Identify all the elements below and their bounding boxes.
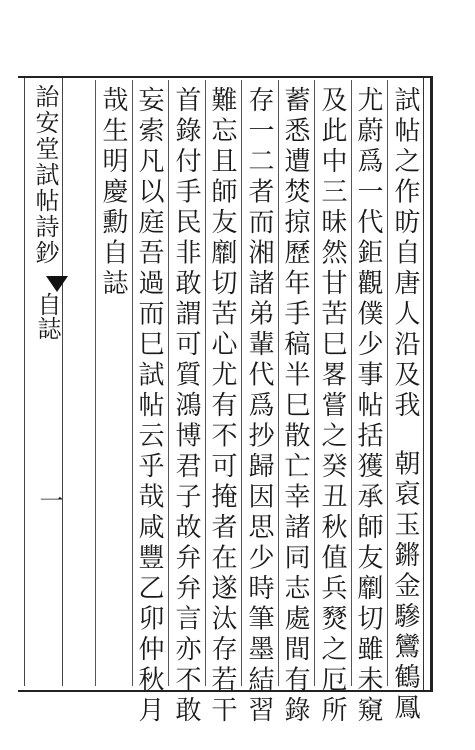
- column-text: 試帖之作昉自唐人沿及我: [390, 86, 420, 422]
- text-column-2: 尤蔚爲一代鉅觀僕少事帖括獲承師友劘切雖未窺: [353, 86, 383, 727]
- column-rule: [351, 80, 352, 686]
- text-column-5: 存一二者而湘諸弟輩代爲抄歸因思少時筆墨結習: [244, 86, 274, 727]
- column-rule: [95, 80, 96, 686]
- text-column-9: 哉生明慶勳自誌: [98, 86, 128, 300]
- section-label: 自誌: [33, 292, 61, 340]
- column-rule: [387, 80, 388, 686]
- page-number: 一: [35, 488, 63, 512]
- column-rule: [205, 80, 206, 686]
- text-column-3: 及此中三昧然甘苦巳畧嘗之癸丑秋值兵燹之厄所: [317, 86, 347, 727]
- text-column-4: 蓄悉遭焚掠歷年手稿半巳散亡幸諸同志處間有錄: [280, 86, 310, 727]
- column-rule: [278, 80, 279, 686]
- fold-left-rule: [24, 78, 25, 686]
- column-rule: [241, 80, 242, 686]
- inner-border-line: [423, 78, 424, 690]
- column-rule: [132, 80, 133, 686]
- fish-tail-mark: [46, 276, 68, 292]
- text-column-6: 難忘且師友劘切苦心尤有不可掩者在遂汰存若干: [207, 86, 237, 727]
- text-column-7: 首錄付手民非敢謂可質鴻博君子故弁弁言亦不敢: [171, 86, 201, 727]
- text-column-1: [390, 86, 420, 724]
- column-rule: [168, 80, 169, 686]
- text-column-8: 妄索凡以庭吾過而巳試帖云乎哉咸豐乙卯仲秋月: [134, 86, 164, 727]
- column-rule: [314, 80, 315, 686]
- book-title: 詒安堂試帖詩鈔: [31, 84, 59, 266]
- column-text-elevated: 朝裒玉鏘金驂鸞鶴鳳: [390, 449, 420, 724]
